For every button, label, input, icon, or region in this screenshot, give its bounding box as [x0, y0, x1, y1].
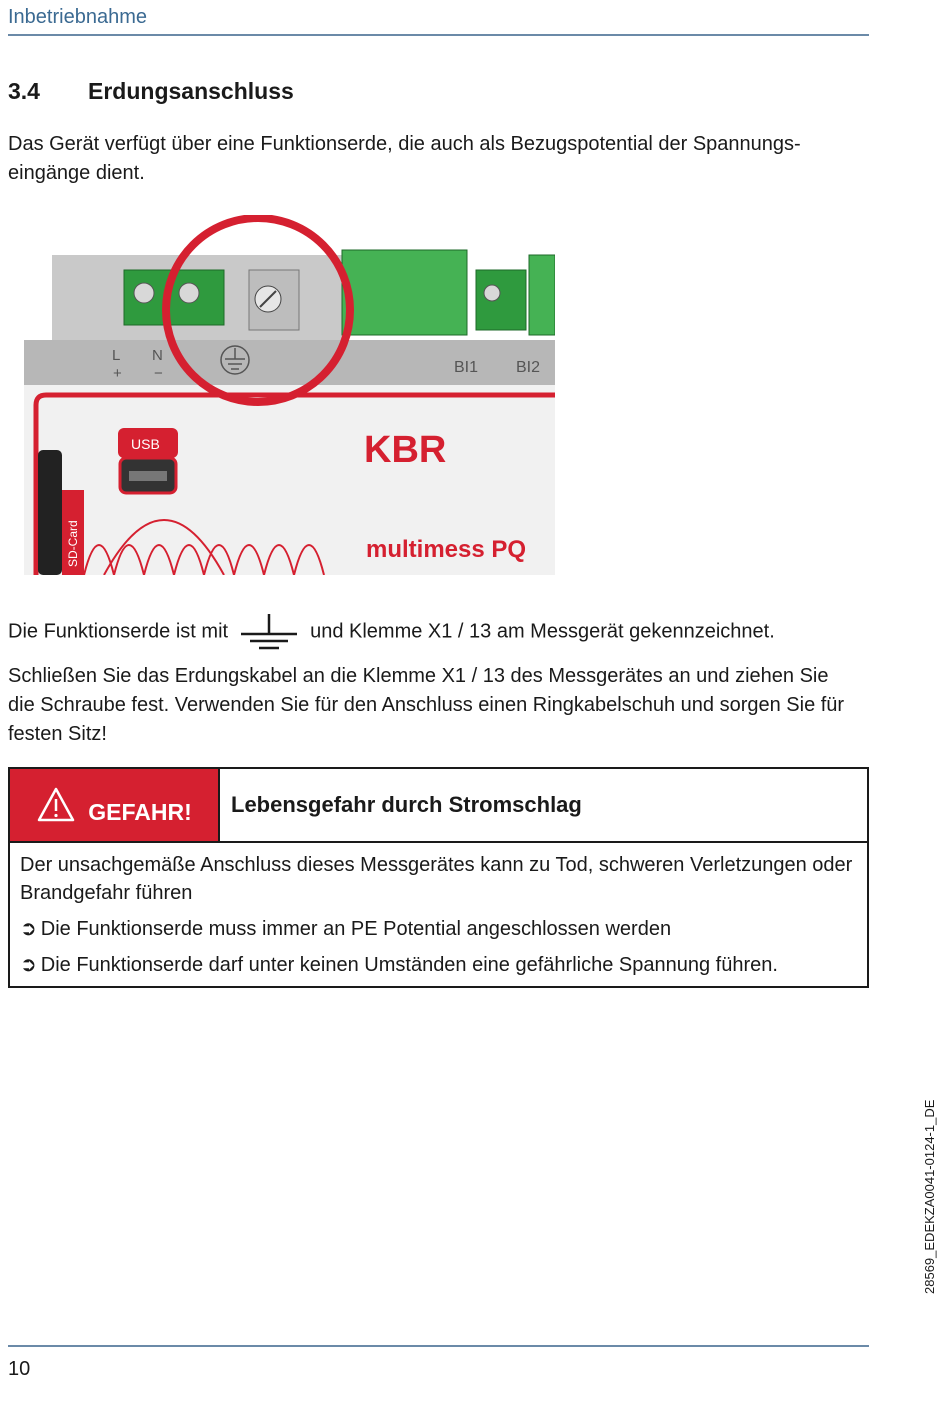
terminal-label-L: L — [112, 347, 121, 364]
warning-bullet-text: Die Funktionserde muss immer an PE Potential angeschlossen werden — [40, 918, 672, 940]
warning-bullet — [20, 951, 860, 979]
terminal-label-N: N — [152, 347, 163, 364]
instruction-paragraph: Schließen Sie das Erdungskabel an die Klemme X1 / 13 des Messgerätes an und ziehen Sie die Schraube fest. Verwenden Sie für den Anschluss einen Ringkabelschuh und sorgen Sie für festen Sitz! — [8, 665, 845, 745]
warning-divider — [10, 841, 867, 843]
terminal-label-BI2: BI2 — [516, 359, 541, 376]
intro-paragraph: Das Gerät verfügt über eine Funktionserde, die auch als Bezugspotential der Spannungs-eingänge dient. — [8, 133, 801, 184]
arrow-bullet-icon: ➲ — [20, 954, 37, 976]
marking-text-before: Die Funktionserde ist mit — [8, 620, 229, 643]
brand-logo: KBR — [364, 429, 447, 471]
terminal-label-BI1: BI1 — [454, 359, 479, 376]
warning-triangle-icon — [36, 786, 76, 824]
danger-warning-box — [8, 767, 869, 988]
warning-title: Lebensgefahr durch Stromschlag — [218, 769, 867, 841]
warning-signal-panel — [10, 769, 218, 841]
terminal-label-minus: − — [154, 365, 163, 382]
terminal-label-plus: + — [113, 365, 122, 382]
page-number: 10 — [8, 1358, 31, 1380]
usb-label: USB — [131, 436, 160, 452]
section-heading — [8, 78, 294, 105]
ground-symbol-icon — [238, 612, 300, 652]
marking-paragraph — [8, 612, 868, 652]
warning-bullet-text: Die Funktionserde darf unter keinen Umständen eine gefährliche Spannung führen. — [40, 954, 778, 976]
warning-description: Der unsachgemäße Anschluss dieses Messgerätes kann zu Tod, schweren Verletzungen oder Brandgefahr führen — [20, 854, 853, 904]
section-number: 3.4 — [8, 78, 40, 104]
marking-text-after: und Klemme X1 / 13 am Messgerät gekennzeichnet. — [310, 620, 775, 643]
sd-card-label: SD-Card — [66, 520, 80, 567]
header-rule — [8, 34, 869, 36]
running-header: Inbetriebnahme — [8, 6, 147, 28]
arrow-bullet-icon: ➲ — [20, 918, 37, 940]
model-name: multimess PQ — [366, 536, 527, 563]
footer-rule — [8, 1345, 869, 1347]
warning-bullet — [20, 915, 860, 943]
section-title: Erdungsanschluss — [88, 78, 294, 104]
document-code: 28569_EDEKZA0041-0124-1_DE — [922, 1099, 937, 1294]
warning-body — [20, 851, 860, 979]
device-photo — [24, 215, 555, 575]
warning-signal-word: GEFAHR! — [88, 798, 192, 825]
